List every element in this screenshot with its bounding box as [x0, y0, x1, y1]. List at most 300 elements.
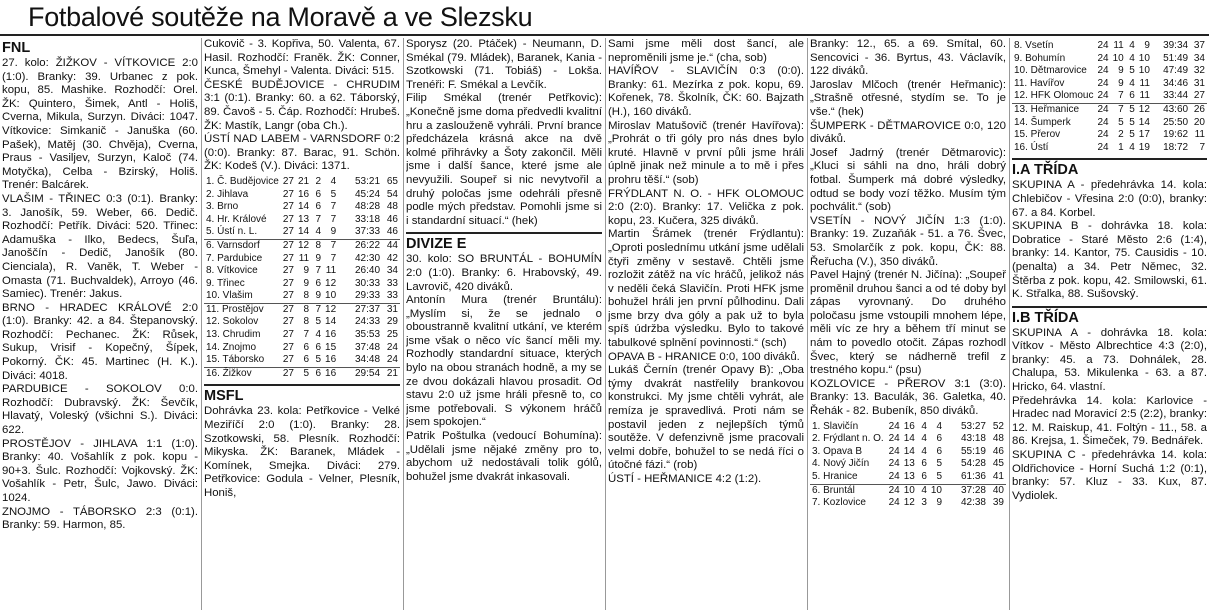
standings-value: 3 — [921, 497, 927, 509]
standings-value: 11 — [1139, 77, 1150, 89]
team-name: 5. Hranice — [810, 471, 887, 484]
standings-value: 7 — [330, 252, 337, 264]
standings-value: 53:27 — [960, 420, 986, 432]
match-report: 27. kolo: ŽIŽKOV - VÍTKOVICE 2:0 (1:0). Branky: 39. Urbanec z pok. kopu, 85. Mashike. Rozhodčí: Orel. ŽK: Quintero, Šimek, Antl - Holiš, Cverna, Mikula, Surzyn. Diváci: 1047. Vítkovice: Simkanič - Januška (60. Pašek), Matěj (30. Chvěja), Cverna, Praus - Vasiljev, Surzyn, Kaloč (74. Motyčka), Celba - Bzirský, Holiš. Trenér: Balcárek. — [2, 57, 198, 192]
standings-value: 27 — [281, 354, 296, 367]
standings-value: 5 — [311, 354, 323, 367]
standings-value: 14 — [296, 226, 311, 239]
standings-value: 27 — [282, 252, 294, 264]
team-name: 15. Táborsko — [204, 354, 281, 367]
standings-value: 29:33 — [338, 290, 382, 303]
column-divider — [201, 38, 202, 610]
standings-value: 27 — [282, 277, 294, 289]
standings-value: 39 — [992, 497, 1004, 509]
standings-value: 34:46 — [1163, 77, 1189, 89]
standings-value: 24 — [1097, 116, 1109, 128]
column-4 — [608, 38, 804, 610]
team-name: 13. Heřmanice — [1014, 103, 1080, 115]
standings-value: 45:24 — [354, 188, 381, 200]
coach-quote: Antonín Mura (trenér Bruntálu): „Myslím si, že se jednalo o oboustranně kvalitní utkání, ve kterém jsme však o něco víc šancí měli my. Rozhodly standardní situace, kterých bylo na obou stranách hodně, a my se ze dvou dokázali hlavou prosadit. Od stavu 2:0 už jsme hráli přesně to, co jsme potřebovali. S výkonem hráčů jsem spokojen.“ — [406, 294, 602, 429]
standings-value: 33:44 — [1152, 90, 1190, 103]
standings-value: 24 — [1097, 141, 1109, 153]
section-rule — [1012, 158, 1207, 160]
column-1 — [2, 38, 198, 610]
standings-value: 4 — [921, 420, 927, 432]
match-report: BRNO - HRADEC KRÁLOVÉ 2:0 (1:0). Branky: 42. a 84. Štepanovský. Rozhodčí: Pechanec. ŽK: Růsek, Sukup, Vrisif - Kopečný, Šípek, Pokorný. ČK: 45. Martinec (H. K.). Diváci: 4018. — [2, 301, 198, 382]
standings-value: 26:40 — [354, 265, 381, 277]
match-report: VLAŠIM - TŘINEC 0:3 (0:1). Branky: 3. Janošík, 59. Weber, 66. Dedič. Rozhodčí: Petřík. Diváci: 520. Třinec: Adamuška - Ilko, Bedecs, Šuľa, Janoščín - Dedič, Janošík (80. Cienciala), R. Vaněk, T. Weber - Omasta (71. Buchvaldek), Arroyo (46. Samiec). Trenér: Jakus. — [2, 192, 198, 301]
standings-value: 21 — [297, 175, 310, 187]
standings-row — [1012, 40, 1207, 53]
standings-value: 4 — [921, 445, 927, 457]
standings-value: 53:21 — [354, 175, 381, 187]
standings-value: 16 — [323, 354, 338, 367]
standings-value: 6 — [921, 458, 927, 470]
standings-row — [1012, 103, 1207, 116]
standings-value: 6 — [1126, 90, 1137, 103]
standings-value: 27 — [282, 329, 294, 341]
standings-value: 11 — [1194, 129, 1205, 141]
standings-value: 4 — [330, 175, 337, 187]
standings-row — [204, 239, 400, 252]
divize-standings-table-continued — [1012, 40, 1207, 154]
standings-value: 14 — [903, 433, 915, 445]
team-name: 1. Slavičín — [812, 420, 859, 432]
standings-value: 7 — [1199, 141, 1205, 153]
standings-value: 5 — [315, 316, 322, 328]
standings-row — [204, 189, 400, 202]
standings-value: 6 — [315, 341, 322, 353]
standings-value: 7 — [315, 303, 322, 315]
standings-row — [810, 471, 1006, 484]
team-name: 10. Vlašim — [204, 290, 281, 303]
team-name: 4. Hr. Králové — [206, 213, 267, 225]
standings-value: 4 — [921, 484, 927, 496]
standings-row — [204, 316, 400, 329]
match-report: SKUPINA A - předehrávka 14. kola: Chlebičov - Vřesina 2:0 (0:0), branky: 67. a 84. Korbel. — [1012, 179, 1207, 219]
standings-value: 24:33 — [354, 316, 381, 328]
standings-value: 5 — [929, 471, 944, 484]
coach-quote: Lukáš Černín (trenér Opavy B): „Oba týmy dvakrát nastřelily brankovou konstrukci. My jsme chtěli vyhrát, ale remíza je spravedlivá. Proti nám se postavil jeden z nejlepších týmů soutěže. V defenzivně jsme pracovali velmi dobře, bohužel to se nedá říci o útočné fázi.“ (rob) — [608, 364, 804, 472]
standings-row — [204, 342, 400, 355]
standings-value: 35:53 — [354, 329, 381, 341]
standings-value: 8 — [303, 316, 310, 328]
standings-value: 20 — [1193, 116, 1205, 128]
standings-value: 37:28 — [960, 484, 986, 496]
standings-value: 61:36 — [944, 471, 988, 484]
standings-value: 10 — [1138, 65, 1150, 77]
coach-quote: Patrik Poštulka (vedoucí Bohumína): „Udělali jsme nějaké změny pro to, abychom už nedostávali tolik gólů, bohužel jsme dvakrát inkasovali. — [406, 430, 602, 483]
standings-value: 9 — [323, 226, 338, 239]
standings-value: 10 — [1112, 52, 1124, 64]
section-msfl: MSFL — [204, 388, 244, 405]
coach-quote: Josef Jadrný (trenér Dětmarovic): „Kluci si sáhli na dno, hráli dobrý fotbal. Šumperk má dobré výsledky, odtud se body vozí těžko. Musím tým pochválit.“ (sob) — [810, 146, 1006, 214]
standings-value: 4 — [311, 226, 323, 239]
standings-value: 34 — [1193, 52, 1205, 64]
page-headline: Fotbalové soutěže na Moravě a ve Slezsku — [28, 2, 533, 32]
standings-value: 9 — [936, 497, 942, 509]
standings-value: 6 — [296, 354, 311, 367]
team-name: 16. Žižkov — [206, 367, 252, 379]
match-report: ČESKÉ BUDĚJOVICE - CHRUDIM 3:1 (0:1). Branky: 60. a 62. Táborský, 89. Čavoš - 5. Čáp. Rozhodčí: Hrubeš. ŽK: Mastík, Langr (oba Ch.). — [204, 78, 400, 132]
standings-value: 9 — [1118, 65, 1124, 77]
standings-value: 13 — [297, 213, 310, 225]
standings-value: 8 — [296, 290, 311, 303]
standings-value: 16 — [903, 420, 915, 432]
standings-value: 12 — [325, 303, 337, 315]
standings-value: 24 — [386, 341, 398, 353]
standings-row — [204, 265, 400, 278]
team-name: 15. Přerov — [1014, 129, 1061, 141]
standings-value: 7 — [1118, 103, 1124, 115]
standings-row — [204, 329, 400, 342]
standings-value: 29 — [386, 316, 398, 328]
column-6 — [1012, 38, 1207, 610]
standings-value: 24 — [888, 458, 900, 470]
standings-value: 27 — [282, 239, 294, 251]
standings-value: 4 — [1129, 77, 1135, 89]
section-fnl: FNL — [2, 40, 31, 56]
standings-value: 25 — [386, 329, 398, 341]
coach-quote: Jaroslav Mlčoch (trenér Heřmanic): „Strašně otřesné, stydím se. To je vše.“ (hek) — [810, 78, 1006, 118]
standings-value: 5 — [936, 458, 942, 470]
match-report: ŠUMPERK - DĚTMAROVICE 0:0, 120 diváků. — [810, 119, 1006, 146]
team-name: 5. Ústí n. L. — [204, 226, 281, 239]
team-name: 13. Chrudim — [206, 329, 261, 341]
match-report: Předehrávka 14. kola: Karlovice - Hradec nad Moravicí 2:5 (2:2), branky: 12. M. Raiskup, 41. Foltýn - 11., 58. a 86. Krejsa, 1. Šimeček, 79. Bednářek. — [1012, 394, 1207, 448]
standings-value: 7 — [330, 213, 337, 225]
standings-value: 14 — [1138, 116, 1150, 128]
standings-value: 16 — [325, 329, 337, 341]
standings-value: 5 — [1129, 103, 1135, 115]
standings-value: 52 — [992, 420, 1004, 432]
standings-value: 6 — [303, 341, 310, 353]
section-divize-e: DIVIZE E — [406, 236, 467, 253]
team-name: 1. Č. Budějovice — [206, 175, 279, 187]
team-name: 8. Vsetín — [1014, 40, 1054, 51]
standings-value: 27 — [281, 226, 296, 239]
standings-value: 39:34 — [1163, 40, 1189, 51]
section-ib-trida: I.B TŘÍDA — [1012, 309, 1079, 326]
standings-value: 24 — [887, 471, 902, 484]
standings-row — [1012, 129, 1207, 142]
standings-value: 11 — [325, 265, 337, 277]
standings-value: 12 — [325, 277, 337, 289]
standings-value: 6 — [315, 188, 322, 200]
team-name: 7. Pardubice — [206, 252, 263, 264]
standings-value: 33 — [382, 290, 400, 303]
standings-value: 12 — [903, 497, 915, 509]
match-report: KOZLOVICE - PŘEROV 3:1 (3:0). Branky: 13. Baculák, 36. Galetka, 40. Řehák - 82. Bubeník, 850 diváků. — [810, 377, 1006, 418]
team-name: 6. Bruntál — [812, 484, 855, 496]
standings-value: 9 — [1118, 77, 1124, 89]
standings-value: 37:33 — [338, 226, 382, 239]
standings-value: 33:18 — [354, 213, 381, 225]
standings-value: 46 — [386, 213, 398, 225]
standings-value: 10 — [1138, 52, 1150, 64]
standings-value: 10 — [903, 484, 915, 496]
standings-value: 5 — [303, 367, 310, 379]
standings-row — [810, 497, 1006, 510]
standings-value: 29:54 — [354, 367, 381, 379]
standings-row — [204, 278, 400, 291]
fnl-standings-table — [204, 176, 400, 381]
standings-value: 55:19 — [960, 445, 986, 457]
match-report: VSETÍN - NOVÝ JIČÍN 1:3 (1:0). Branky: 19. Zuzaňák - 51. a 76. Švec, 53. Smolarčík z pok. kopu, ČK: 88. Řeřucha (V.), 350 diváků. — [810, 214, 1006, 268]
team-name: 3. Opava B — [812, 445, 863, 457]
team-name: 12. HFK Olomouc — [1012, 90, 1095, 103]
standings-value: 27 — [282, 265, 294, 277]
team-name: 14. Šumperk — [1014, 116, 1071, 128]
standings-value: 9 — [303, 277, 310, 289]
standings-value: 11 — [298, 252, 310, 264]
section-rule — [204, 384, 400, 386]
standings-value: 42:38 — [960, 497, 986, 509]
standings-row — [204, 253, 400, 266]
standings-value: 5 — [1118, 116, 1124, 128]
standings-value: 10 — [323, 290, 338, 303]
standings-value: 4 — [315, 329, 322, 341]
team-name: 6. Varnsdorf — [206, 239, 260, 251]
standings-row — [1012, 65, 1207, 78]
team-name: 11. Prostějov — [206, 303, 264, 315]
standings-value: 30:33 — [354, 277, 381, 289]
standings-value: 48 — [992, 433, 1004, 445]
standings-value: 26 — [1193, 103, 1205, 115]
standings-value: 27 — [282, 201, 294, 213]
standings-value: 8 — [315, 239, 322, 251]
standings-value: 2 — [315, 175, 322, 187]
divize-standings-table — [810, 421, 1006, 510]
standings-row — [810, 446, 1006, 459]
standings-value: 7 — [315, 213, 322, 225]
team-name: 12. Sokolov — [206, 316, 259, 328]
standings-value: 19 — [1138, 141, 1150, 153]
standings-value: 7 — [1111, 90, 1126, 103]
match-report: 30. kolo: SO BRUNTÁL - BOHUMÍN 2:0 (1:0). Branky: 6. Hrabovský, 49. Lavrovič, 420 diváků. — [406, 253, 602, 293]
standings-value: 8 — [303, 303, 310, 315]
standings-value: 26:22 — [354, 239, 381, 251]
team-name: 7. Kozlovice — [812, 497, 866, 509]
headline-rule — [0, 34, 1209, 36]
standings-row — [204, 290, 400, 303]
coach-quote: Sami jsme měli dost šancí, ale neproměnili jsme je.“ (cha, sob) — [608, 38, 804, 64]
standings-value: 27 — [281, 290, 296, 303]
standings-value: 54 — [386, 188, 398, 200]
standings-value: 43:60 — [1163, 103, 1189, 115]
standings-row — [1012, 142, 1207, 155]
standings-row — [204, 303, 400, 316]
team-name: 11. Havířov — [1014, 77, 1065, 89]
match-report: OPAVA B - HRANICE 0:0, 100 diváků. — [608, 350, 800, 363]
team-name: 10. Dětmarovice — [1014, 65, 1087, 77]
standings-value: 27:37 — [354, 303, 381, 315]
match-report: ÚSTÍ - HEŘMANICE 4:2 (1:2). — [608, 473, 762, 485]
standings-row — [1012, 117, 1207, 130]
team-name: 2. Jihlava — [206, 188, 249, 200]
column-divider — [1009, 38, 1010, 610]
standings-value: 9 — [1144, 40, 1150, 51]
coach-quote: Filip Smékal (trenér Petřkovic): „Konečně jsme doma předvedli kvalitní hru a zaslouženě vyhráli. První brance předcházela krásná akce na dvě kolmé přihrávky a Šoty zakončil. Měli jsme i další šance, které jsme ale nevyužili. Soupeř si nic nevytvořil a druhý poločas jsme odehráli přesně podle mých představ. Pomohli jsme si i standardní situací.“ (hek) — [406, 92, 602, 227]
standings-value: 12 — [297, 239, 310, 251]
standings-value: 7 — [315, 265, 322, 277]
standings-value: 21 — [386, 367, 398, 379]
standings-row — [204, 354, 400, 367]
standings-value: 2 — [1118, 129, 1124, 141]
standings-row — [1012, 53, 1207, 66]
team-name: 16. Ústí — [1014, 141, 1049, 153]
team-name: 9. Třinec — [206, 277, 245, 289]
team-name: 4. Nový Jičín — [812, 458, 870, 470]
standings-value: 16 — [325, 367, 337, 379]
standings-value: 27 — [282, 213, 294, 225]
standings-value: 10 — [930, 484, 942, 496]
standings-value: 19:62 — [1163, 129, 1189, 141]
standings-value: 7 — [330, 239, 337, 251]
standings-value: 31 — [1193, 77, 1205, 89]
standings-value: 4 — [1129, 40, 1135, 51]
standings-value: 25:50 — [1163, 116, 1189, 128]
standings-value: 24 — [1095, 90, 1110, 103]
team-name: 3. Brno — [206, 201, 239, 213]
standings-value: 17 — [1138, 129, 1150, 141]
standings-value: 24 — [1097, 65, 1109, 77]
match-report: Cukovič - 3. Kopřiva, 50. Valenta, 67. Hasil. Rozhodčí: Franěk. ŽK: Conner, Kunca, Šmehyl - Valenta. Diváci: 515. — [204, 38, 400, 78]
match-report: HAVÍŘOV - SLAVIČÍN 0:3 (0:0). Branky: 61. Mezírka z pok. kopu, 69. Kořenek, 78. Školník, ČK: 60. Bajzath (H.), 160 diváků. — [608, 65, 804, 118]
standings-value: 24 — [888, 484, 900, 496]
standings-value: 16 — [297, 188, 310, 200]
standings-value: 47:49 — [1163, 65, 1189, 77]
standings-value: 42 — [386, 252, 398, 264]
standings-value: 65 — [386, 175, 398, 187]
match-report: ÚSTÍ NAD LABEM - VARNSDORF 0:2 (0:0). Branky: 87. Barac, 91. Schön. ŽK: Kodeš (V.). Diváci: 1371. — [204, 133, 400, 173]
standings-value: 7 — [303, 329, 310, 341]
match-report: SKUPINA B - dohrávka 18. kola: Dobratice - Staré Město 2:6 (1:4), branky: 14. Kantor, 75. Causidis - 10. (penalta) a 34. Petr Němec, 32. Štěrba z pok. kopu, 42. Smilowski, 61. K. Střalka, 88. Sušovský. — [1012, 220, 1207, 301]
standings-value: 12 — [1138, 103, 1150, 115]
standings-value: 24 — [888, 420, 900, 432]
standings-value: 48 — [386, 201, 398, 213]
standings-value: 1 — [1118, 141, 1124, 153]
standings-value: 9 — [315, 252, 322, 264]
section-ia-trida: I.A TŘÍDA — [1012, 162, 1079, 179]
standings-value: 27 — [282, 175, 294, 187]
coach-quote: Martin Šrámek (trenér Frýdlantu): „Oproti poslednímu utkání jsme udělali čtyři změny v sestavě. Chtěli jsme rozložit zátěž na víc hráčů, jelikož nás v neděli čeká Slavičín. Proti HFK jsme bohužel hráli jen první půlhodinu. Dali jsme brzy dva góly a pak už to byla spíš údržba výsledku. Bylo to takové tabulkové splnění povinnosti.“ (sch) — [608, 228, 804, 350]
match-report: Sporysz (20. Ptáček) - Neumann, D. Smékal (79. Mládek), Baranek, Kania - Szotkowski (71. Tobiáš) - Lokša. Trenéři: F. Smékal a Levčík. — [406, 38, 602, 91]
standings-value: 27 — [282, 341, 294, 353]
standings-value: 24 — [1097, 40, 1109, 51]
standings-value: 14 — [297, 201, 310, 213]
standings-value: 34 — [386, 265, 398, 277]
standings-value: 5 — [1129, 129, 1135, 141]
match-report: Branky: 12., 65. a 69. Smítal, 60. Sencovici - 36. Byrtus, 43. Václavík, 122 diváků. — [810, 38, 1006, 78]
standings-value: 7 — [330, 201, 337, 213]
standings-value: 5 — [330, 188, 337, 200]
standings-value: 40 — [992, 484, 1004, 496]
team-name: 2. Frýdlant n. O. — [812, 433, 884, 445]
standings-value: 54:28 — [960, 458, 986, 470]
standings-value: 37:48 — [354, 341, 381, 353]
standings-value: 9 — [311, 290, 323, 303]
match-report: SKUPINA C - předehrávka 14. kola: Oldřichovice - Horní Suchá 1:2 (0:1), branky: 57. Kluz - 33. Kux, 87. Vydiolek. — [1012, 449, 1207, 502]
standings-value: 4 — [921, 433, 927, 445]
standings-value: 42:30 — [354, 252, 381, 264]
column-3 — [406, 38, 602, 610]
standings-value: 6 — [936, 445, 942, 457]
standings-row — [810, 433, 1006, 446]
standings-row — [810, 421, 1006, 434]
column-divider — [403, 38, 404, 610]
standings-value: 11 — [1137, 90, 1152, 103]
section-rule — [1012, 306, 1207, 308]
standings-row — [204, 176, 400, 189]
standings-value: 4 — [1129, 52, 1135, 64]
standings-value: 48:28 — [354, 201, 381, 213]
standings-value: 24 — [888, 497, 900, 509]
standings-value: 46 — [382, 226, 400, 239]
standings-value: 24 — [888, 445, 900, 457]
match-report: PROSTĚJOV - JIHLAVA 1:1 (1:0). Branky: 40. Vošahlík z pok. kopu - 90+3. Šulc. Rozhodčí: Vojkovský. ŽK: Vošahlík - Petr, Šulc, Jawo. Diváci: 1024. — [2, 437, 198, 504]
standings-value: 4 — [936, 420, 942, 432]
standings-row — [204, 367, 400, 380]
standings-row — [204, 226, 400, 239]
standings-value: 14 — [325, 316, 337, 328]
standings-value: 6 — [917, 471, 929, 484]
standings-row — [1012, 90, 1207, 103]
match-report: SKUPINA A - dohrávka 18. kola: Vítkov - Město Albrechtice 4:3 (2:0), branky: 45. a 73. Dohnálek, 28. Chalupa, 53. Mikulenka - 63. a 87. Hricko, 64. vlastní. — [1012, 326, 1207, 394]
standings-value: 6 — [936, 433, 942, 445]
standings-value: 5 — [1129, 65, 1135, 77]
standings-row — [204, 214, 400, 227]
standings-value: 4 — [1129, 141, 1135, 153]
coach-quote: Pavel Hajný (trenér N. Jičína): „Soupeř proměnil druhou šanci a od té doby byl zápas vyrovnaný. Do druhého poločasu jsme vstoupili mnohem lépe, měli víc ze hry a během tří minut se nám to povedlo otočit. Zápas rozhodl Švec, který se nádherně trefil z trestného kopu.“ (psu) — [810, 269, 1006, 377]
standings-value: 27 — [282, 367, 294, 379]
standings-value: 9 — [303, 265, 310, 277]
section-rule — [406, 232, 602, 234]
standings-value: 24 — [1097, 129, 1109, 141]
standings-value: 27 — [282, 303, 294, 315]
standings-value: 32 — [1193, 65, 1205, 77]
standings-value: 46 — [992, 445, 1004, 457]
team-name: 14. Znojmo — [206, 341, 257, 353]
column-divider — [605, 38, 606, 610]
standings-value: 44 — [386, 239, 398, 251]
standings-value: 6 — [315, 277, 322, 289]
column-2 — [204, 38, 400, 610]
standings-value: 34:48 — [338, 354, 382, 367]
standings-value: 27 — [282, 316, 294, 328]
standings-value: 37 — [1193, 40, 1205, 51]
match-report: ZNOJMO - TÁBORSKO 2:3 (0:1). Branky: 59. Harmon, 85. — [2, 505, 198, 532]
standings-value: 14 — [903, 445, 915, 457]
column-divider — [807, 38, 808, 610]
standings-row — [810, 458, 1006, 471]
coach-quote: Miroslav Matušovič (trenér Havířova): „Prohrát o tři góly pro nás dnes bylo kruté. Hlavně v první půli jsme hráli úplně jinak než minule a to mě i přes prohru těší.“ (sob) — [608, 119, 804, 186]
column-5 — [810, 38, 1006, 610]
standings-value: 27 — [282, 188, 294, 200]
standings-value: 24 — [1097, 77, 1109, 89]
standings-value: 24 — [888, 433, 900, 445]
standings-value: 11 — [1113, 40, 1124, 51]
match-report: Dohrávka 23. kola: Petřkovice - Velké Meziříčí 2:0 (1:0). Branky: 28. Szotkowski, 58. Plesník. Rozhodčí: Mikyska. ŽK: Baranek, Mládek - Komínek, Smejka. Diváci: 279. Petřkovice: Godula - Velner, Plesník, Honiš, — [204, 405, 400, 499]
standings-row — [1012, 78, 1207, 91]
standings-value: 27 — [1190, 90, 1207, 103]
standings-row — [810, 484, 1006, 497]
standings-value: 24 — [1097, 103, 1109, 115]
team-name: 9. Bohumín — [1014, 52, 1066, 64]
standings-value: 13 — [903, 458, 915, 470]
standings-value: 31 — [386, 303, 398, 315]
standings-value: 5 — [1129, 116, 1135, 128]
